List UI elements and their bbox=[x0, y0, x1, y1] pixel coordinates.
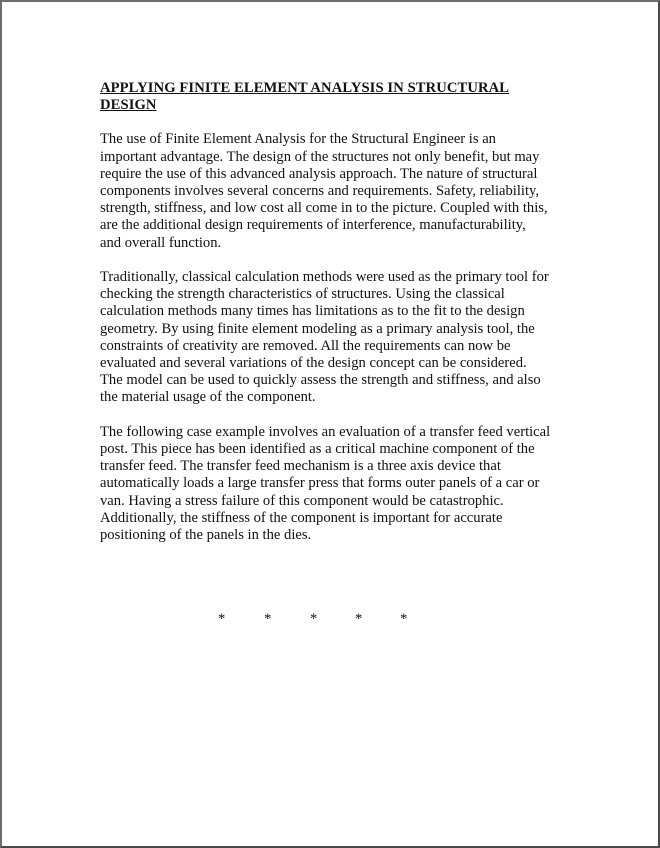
text-line: Additionally, the stiffness of the component is important for accurate bbox=[100, 509, 503, 526]
text-line: Traditionally, classical calculation methods were used as the primary tool for bbox=[100, 269, 549, 286]
text-line: and overall function. bbox=[100, 234, 222, 251]
text-line: strength, stiffness, and low cost all come in to the picture. Coupled with this, bbox=[100, 200, 548, 217]
paragraph-intro bbox=[100, 131, 570, 251]
text-line: evaluated and several variations of the design concept can be considered. bbox=[100, 355, 527, 372]
separator-asterisk: * bbox=[355, 611, 363, 627]
text-line: post. This piece has been identified as a critical machine component of the bbox=[100, 441, 535, 458]
separator-asterisk: * bbox=[400, 611, 408, 627]
text-line: are the additional design requirements of interference, manufacturability, bbox=[100, 217, 526, 234]
separator-asterisk: * bbox=[264, 611, 272, 627]
text-line: checking the strength characteristics of structures. Using the classical bbox=[100, 286, 505, 303]
paragraph-case-example bbox=[100, 424, 570, 544]
text-line: automatically loads a large transfer press that forms outer panels of a car or bbox=[100, 475, 540, 492]
separator-asterisk: * bbox=[310, 611, 318, 627]
text-line: van. Having a stress failure of this component would be catastrophic. bbox=[100, 492, 504, 509]
text-line: The use of Finite Element Analysis for the Structural Engineer is an bbox=[100, 131, 496, 148]
text-line: The following case example involves an evaluation of a transfer feed vertical bbox=[100, 423, 551, 440]
paragraph-traditional-methods bbox=[100, 269, 570, 407]
text-line: components involves several concerns and requirements. Safety, reliability, bbox=[100, 183, 540, 200]
text-line: geometry. By using finite element modeling as a primary analysis tool, the bbox=[100, 320, 535, 337]
text-line: The model can be used to quickly assess the strength and stiffness, and also bbox=[100, 372, 541, 389]
document-title bbox=[100, 80, 570, 114]
text-line: require the use of this advanced analysis approach. The nature of structural bbox=[100, 165, 538, 182]
text-line: important advantage. The design of the structures not only benefit, but may bbox=[100, 148, 540, 165]
text-line: transfer feed. The transfer feed mechanism is a three axis device that bbox=[100, 458, 501, 475]
title-line: APPLYING FINITE ELEMENT ANALYSIS IN STRUCTURAL bbox=[100, 80, 510, 96]
document-body bbox=[100, 80, 570, 561]
text-line: the material usage of the component. bbox=[100, 389, 316, 406]
text-line: calculation methods many times has limitations as to the fit to the design bbox=[100, 303, 525, 320]
text-line: constraints of creativity are removed. All the requirements can now be bbox=[100, 337, 511, 354]
text-line: positioning of the panels in the dies. bbox=[100, 527, 312, 544]
separator-asterisk: * bbox=[218, 611, 226, 627]
title-line: DESIGN bbox=[100, 97, 157, 114]
